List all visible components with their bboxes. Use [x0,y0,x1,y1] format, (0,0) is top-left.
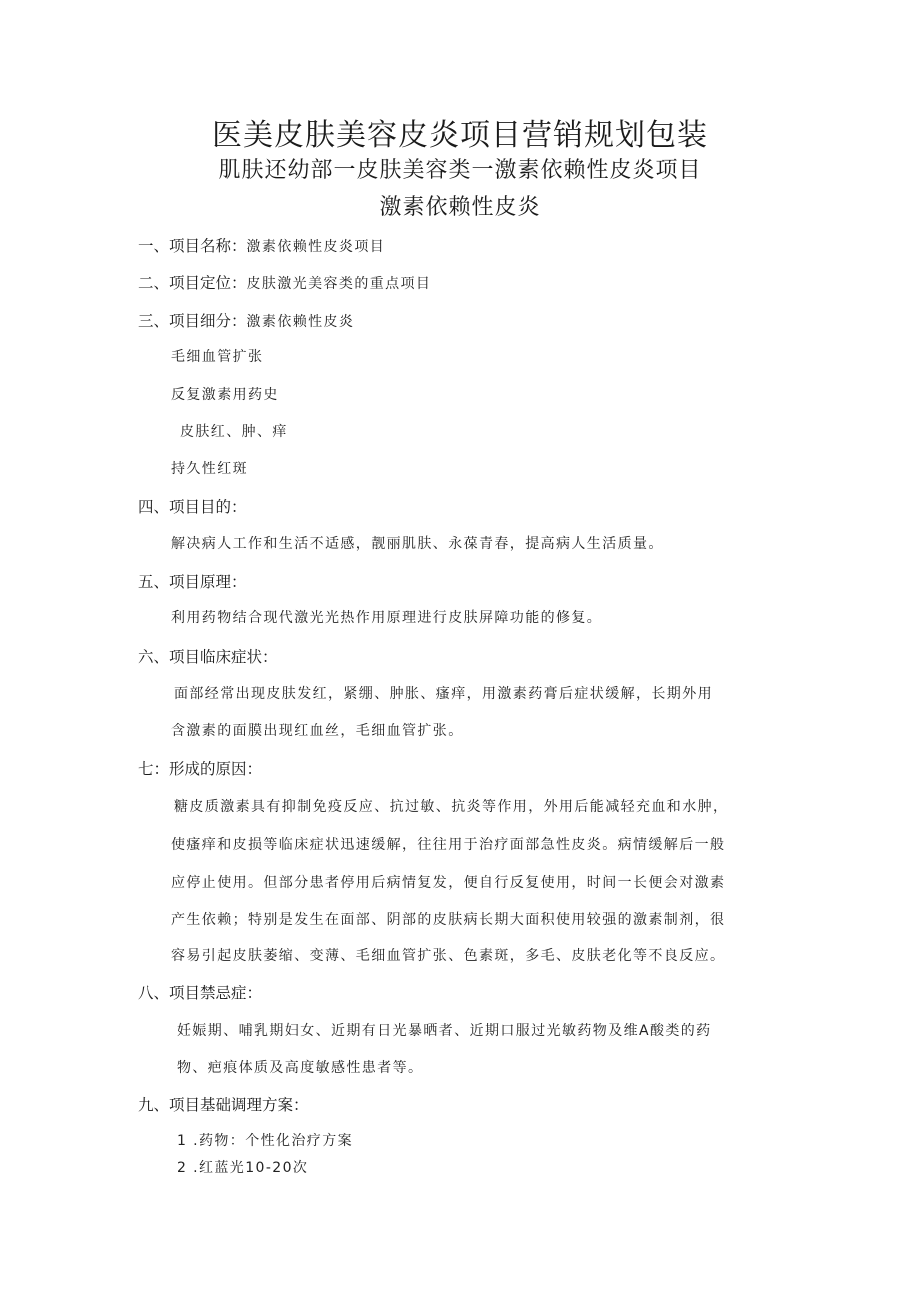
section-positioning [138,271,431,293]
section-contraindications-heading: 八、项目禁忌症： [138,984,263,1002]
section-name [138,234,385,256]
list-item: 持久性红斑 [171,461,248,477]
paragraph-line: 妊娠期、哺乳期妇女、近期有日光暴晒者、近期口服过光敏药物及维A酸类的药 [177,1023,712,1039]
document-subtitle: 肌肤还幼部一皮肤美容类一激素依赖性皮炎项目 [218,158,702,183]
paragraph-line: 利用药物结合现代激光光热作用原理进行皮肤屏障功能的修复。 [171,610,603,626]
paragraph-line: 含激素的面膜出现红血丝，毛细血管扩张。 [171,723,464,739]
paragraph-line: 解决病人工作和生活不适感，靓丽肌肤、永葆青春，提高病人生活质量。 [171,536,664,552]
section-value: 皮肤激光美容类的重点项目 [246,276,432,292]
paragraph-line: 使瘙痒和皮损等临床症状迅速缓解，往往用于治疗面部急性皮炎。病情缓解后一般 [171,837,726,853]
section-label: 一、项目名称： [138,237,247,255]
paragraph-line: 面部经常出现皮肤发红，紧绷、肿胀、瘙痒，用激素药膏后症状缓解，长期外用 [174,686,713,702]
paragraph-line: 容易引起皮肤萎缩、变薄、毛细血管扩张、色素斑，多毛、皮肤老化等不良反应。 [171,948,726,964]
list-item: 1 .药物：个性化治疗方案 [177,1133,354,1149]
section-symptoms-heading: 六、项目临床症状： [138,648,278,666]
section-purpose-heading: 四、项目目的： [138,498,247,516]
document-title: 医美皮肤美容皮炎项目营销规划包装 [212,118,708,153]
list-item: 毛细血管扩张 [171,349,264,365]
section-plan-heading: 九、项目基础调理方案： [138,1096,309,1114]
list-item: 皮肤红、肿、痒 [180,424,288,440]
section-causes-heading: 七：形成的原因： [138,760,263,778]
section-subdivision [138,309,354,331]
section-label: 三、项目细分： [138,312,247,330]
list-item: 反复激素用药史 [171,387,279,403]
section-value: 激素依赖性皮炎项目 [246,239,386,255]
section-value: 激素依赖性皮炎 [246,314,355,330]
paragraph-line: 产生依赖；特别是发生在面部、阴部的皮肤病长期大面积使用较强的激素制剂，很 [171,912,726,928]
paragraph-line: 糖皮质激素具有抑制免疫反应、抗过敏、抗炎等作用，外用后能减轻充血和水肿， [174,799,729,815]
document-subtitle-2: 激素依赖性皮炎 [379,195,541,220]
section-label: 二、项目定位： [138,274,247,292]
section-principle-heading: 五、项目原理： [138,573,247,591]
paragraph-line: 物、疤痕体质及高度敏感性患者等。 [177,1060,424,1076]
list-item: 2 .红蓝光10-20次 [177,1160,309,1176]
paragraph-line: 应停止使用。但部分患者停用后病情复发，便自行反复使用，时间一长便会对激素 [171,875,726,891]
